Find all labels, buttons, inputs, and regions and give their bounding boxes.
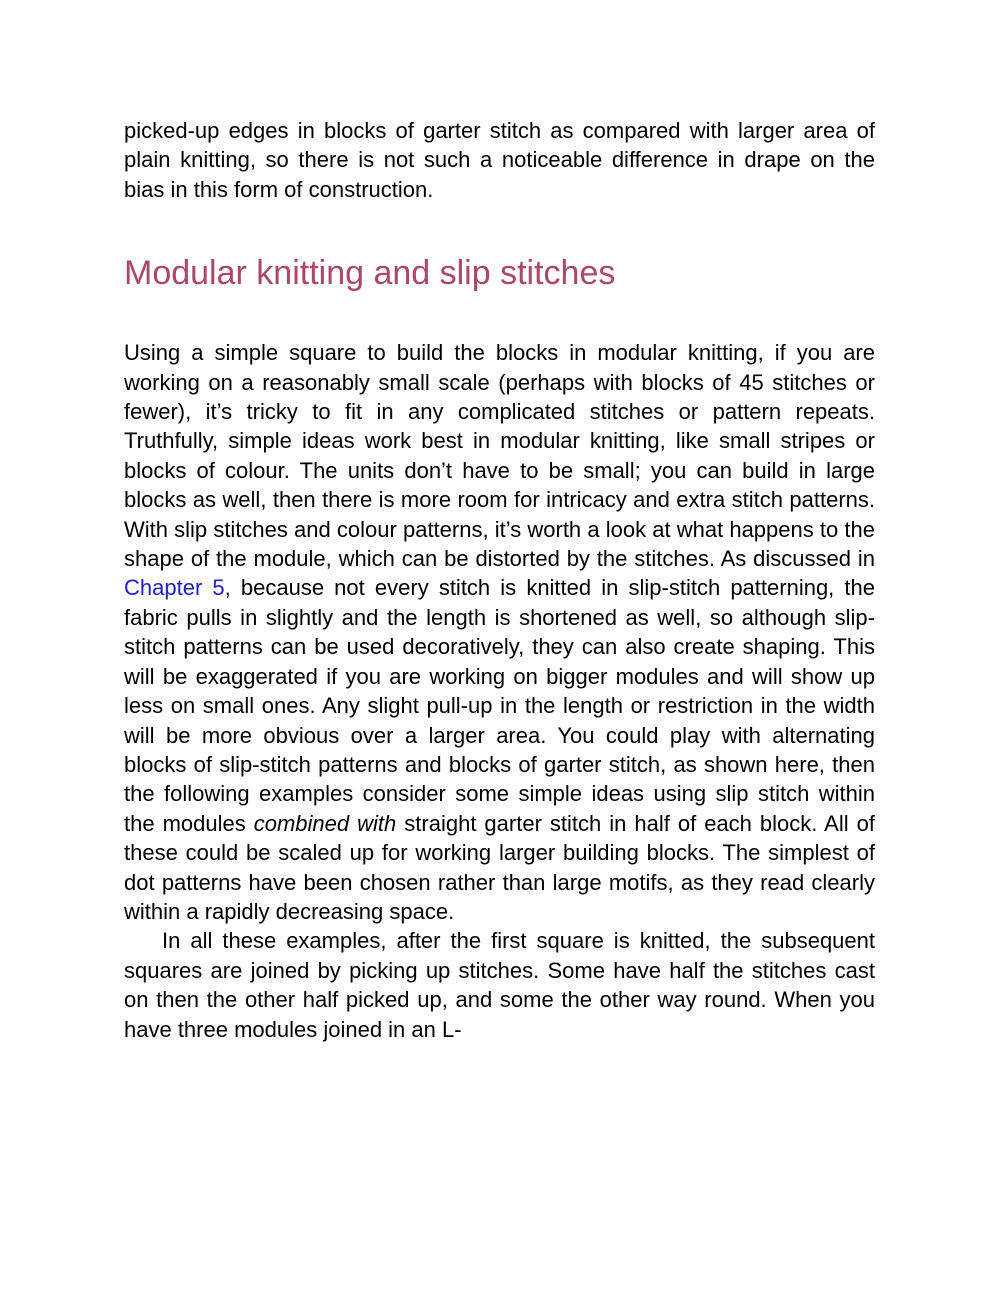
- section-heading: Modular knitting and slip stitches: [124, 254, 616, 293]
- chapter-5-link[interactable]: Chapter 5: [124, 575, 225, 601]
- main-paragraph-italic-phrase: combined with: [253, 810, 397, 836]
- main-paragraph-text-2: , because not every stitch is knitted in slip-stitch patterning, the fabric pulls in slightly and the length is shortened as well, so although slip-stitch patterns can be used decoratively, they can also create shaping. This will be exaggerated if you are working on bigger modules and will show up less on small ones. Any slight pull-up in the length or restriction in the width will be more obvious over a larger area. You could play with alternating blocks of slip-stitch patterns and blocks of garter stitch, as shown here, then the following examples consider some simple ideas using slip stitch within the modules: [124, 575, 875, 836]
- main-paragraph-text-1: Using a simple square to build the blocks in modular knitting, if you are working on a reasonably small scale (perhaps with blocks of 45 stitches or fewer), it’s tricky to fit in any complicated stitches or pattern repeats. Truthfully, simple ideas work best in modular knitting, like small stripes or blocks of colour. The units don’t have to be small; you can build in large blocks as well, then there is more room for intricacy and extra stitch patterns. With slip stitches and colour patterns, it’s worth a look at what happens to the shape of the module, which can be distorted by the stitches. As discussed in: [124, 340, 875, 572]
- main-paragraph: [124, 338, 875, 926]
- main-paragraph-text-3: straight garter stitch in half of each block. All of these could be scaled up for working larger building blocks. The simplest of dot patterns have been chosen rather than large motifs, as they read clearly within a rapidly decreasing space.: [124, 810, 875, 924]
- intro-paragraph: picked-up edges in blocks of garter stitch as compared with larger area of plain knitting, so there is not such a noticeable difference in drape on the bias in this form of construction.: [124, 118, 875, 202]
- page-content: [124, 116, 875, 1044]
- closing-paragraph: In all these examples, after the first square is knitted, the subsequent squares are joined by picking up stitches. Some have half the stitches cast on then the other half picked up, and some the other way round. When you have three modules joined in an L-: [124, 928, 875, 1042]
